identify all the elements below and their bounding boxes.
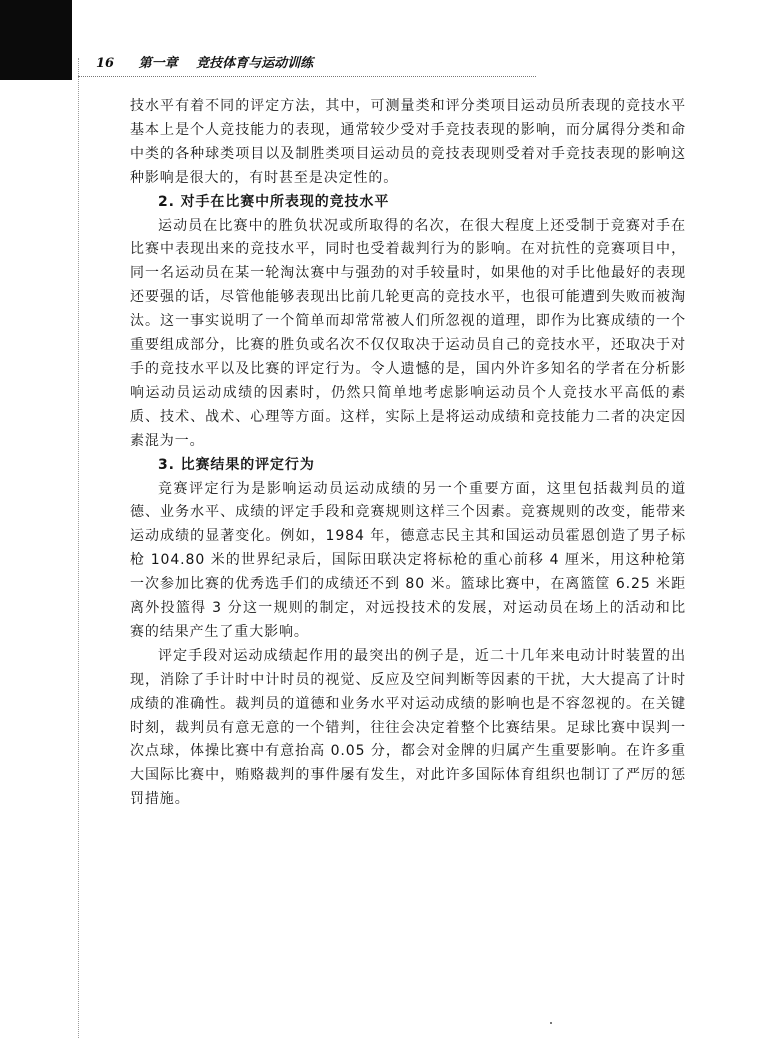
paragraph-judging-means: 评定手段对运动成绩起作用的最突出的例子是，近二十几年来电动计时装置的出现，消除了手计时中计时员的视觉、反应及空间判断等因素的干扰，大大提高了计时成绩的准确性。裁判员的道德和业务水平对运动成绩的影响也是不容忽视的。在关键时刻，裁判员有意无意的一个错判，往往会决定着整个比赛结果。足球比赛中误判一次点球，体操比赛中有意抬高 0.05 分，都会对金牌的归属产生重要影响。在许多重大国际比赛中，贿赂裁判的事件屡有发生，对此许多国际体育组织也制订了严厉的惩罚措施。 <box>130 647 686 808</box>
page-body <box>130 95 686 812</box>
chapter-label: 第一章 <box>138 56 178 71</box>
running-header <box>96 55 696 77</box>
header-dotted-rule <box>78 76 536 77</box>
section-heading-opponent-level: 2. 对手在比赛中所表现的竞技水平 <box>158 193 390 210</box>
chapter-title: 竞技体育与运动训练 <box>196 56 314 71</box>
paragraph-continuation: 技水平有着不同的评定方法，其中，可测量类和评分类项目运动员所表现的竞技水平基本上是个人竞技能力的表现，通常较少受对手竞技表现的影响，而分属得分类和命中类的各种球类项目以及制胜类项目运动员的竞技表现则受着对手竞技表现的影响这种影响是很大的，有时甚至是决定性的。 <box>130 98 686 186</box>
scan-speck <box>550 1022 552 1024</box>
paragraph-opponent-level: 运动员在比赛中的胜负状况或所取得的名次，在很大程度上还受制于竞赛对手在比赛中表现出来的竞技水平，同时也受着裁判行为的影响。在对抗性的竞赛项目中，同一名运动员在某一轮淘汰赛中与强劲的对手较量时，如果他的对手比他最好的表现还要强的话，尽管他能够表现出比前几轮更高的竞技水平，也很可能遭到失败而被淘汰。这一事实说明了一个简单而却常常被人们所忽视的道理，即作为比赛成绩的一个重要组成部分，比赛的胜负或名次不仅仅取决于运动员自己的竞技水平，还取决于对手的竞技水平以及比赛的评定行为。令人遗憾的是，国内外许多知名的学者在分析影响运动员运动成绩的因素时，仍然只简单地考虑影响运动员个人竞技水平高低的素质、技术、战术、心理等方面。这样，实际上是将运动成绩和竞技能力二者的决定因素混为一。 <box>130 217 686 449</box>
section-heading-judging: 3. 比赛结果的评定行为 <box>158 456 315 473</box>
page-number: 16 <box>96 56 115 71</box>
scan-corner-mark <box>0 0 72 80</box>
paragraph-judging-rules: 竞赛评定行为是影响运动员运动成绩的另一个重要方面，这里包括裁判员的道德、业务水平、成绩的评定手段和竞赛规则这样三个因素。竞赛规则的改变，能带来运动成绩的显著变化。例如，1984 年，德意志民主其和国运动员霍恩创造了男子标枪 104.80 米的世界纪录后，国际田联决定将标枪的重心前移 4 厘米，用这种枪第一次参加比赛的优秀选手们的成绩还不到 80 米。篮球比赛中，在离篮筐 6.25 米距离外投篮得 3 分这一规则的制定，对远投技术的发展，对运动员在场上的活动和比赛的结果产生了重大影响。 <box>130 480 686 640</box>
margin-dotted-rule <box>78 58 79 1038</box>
